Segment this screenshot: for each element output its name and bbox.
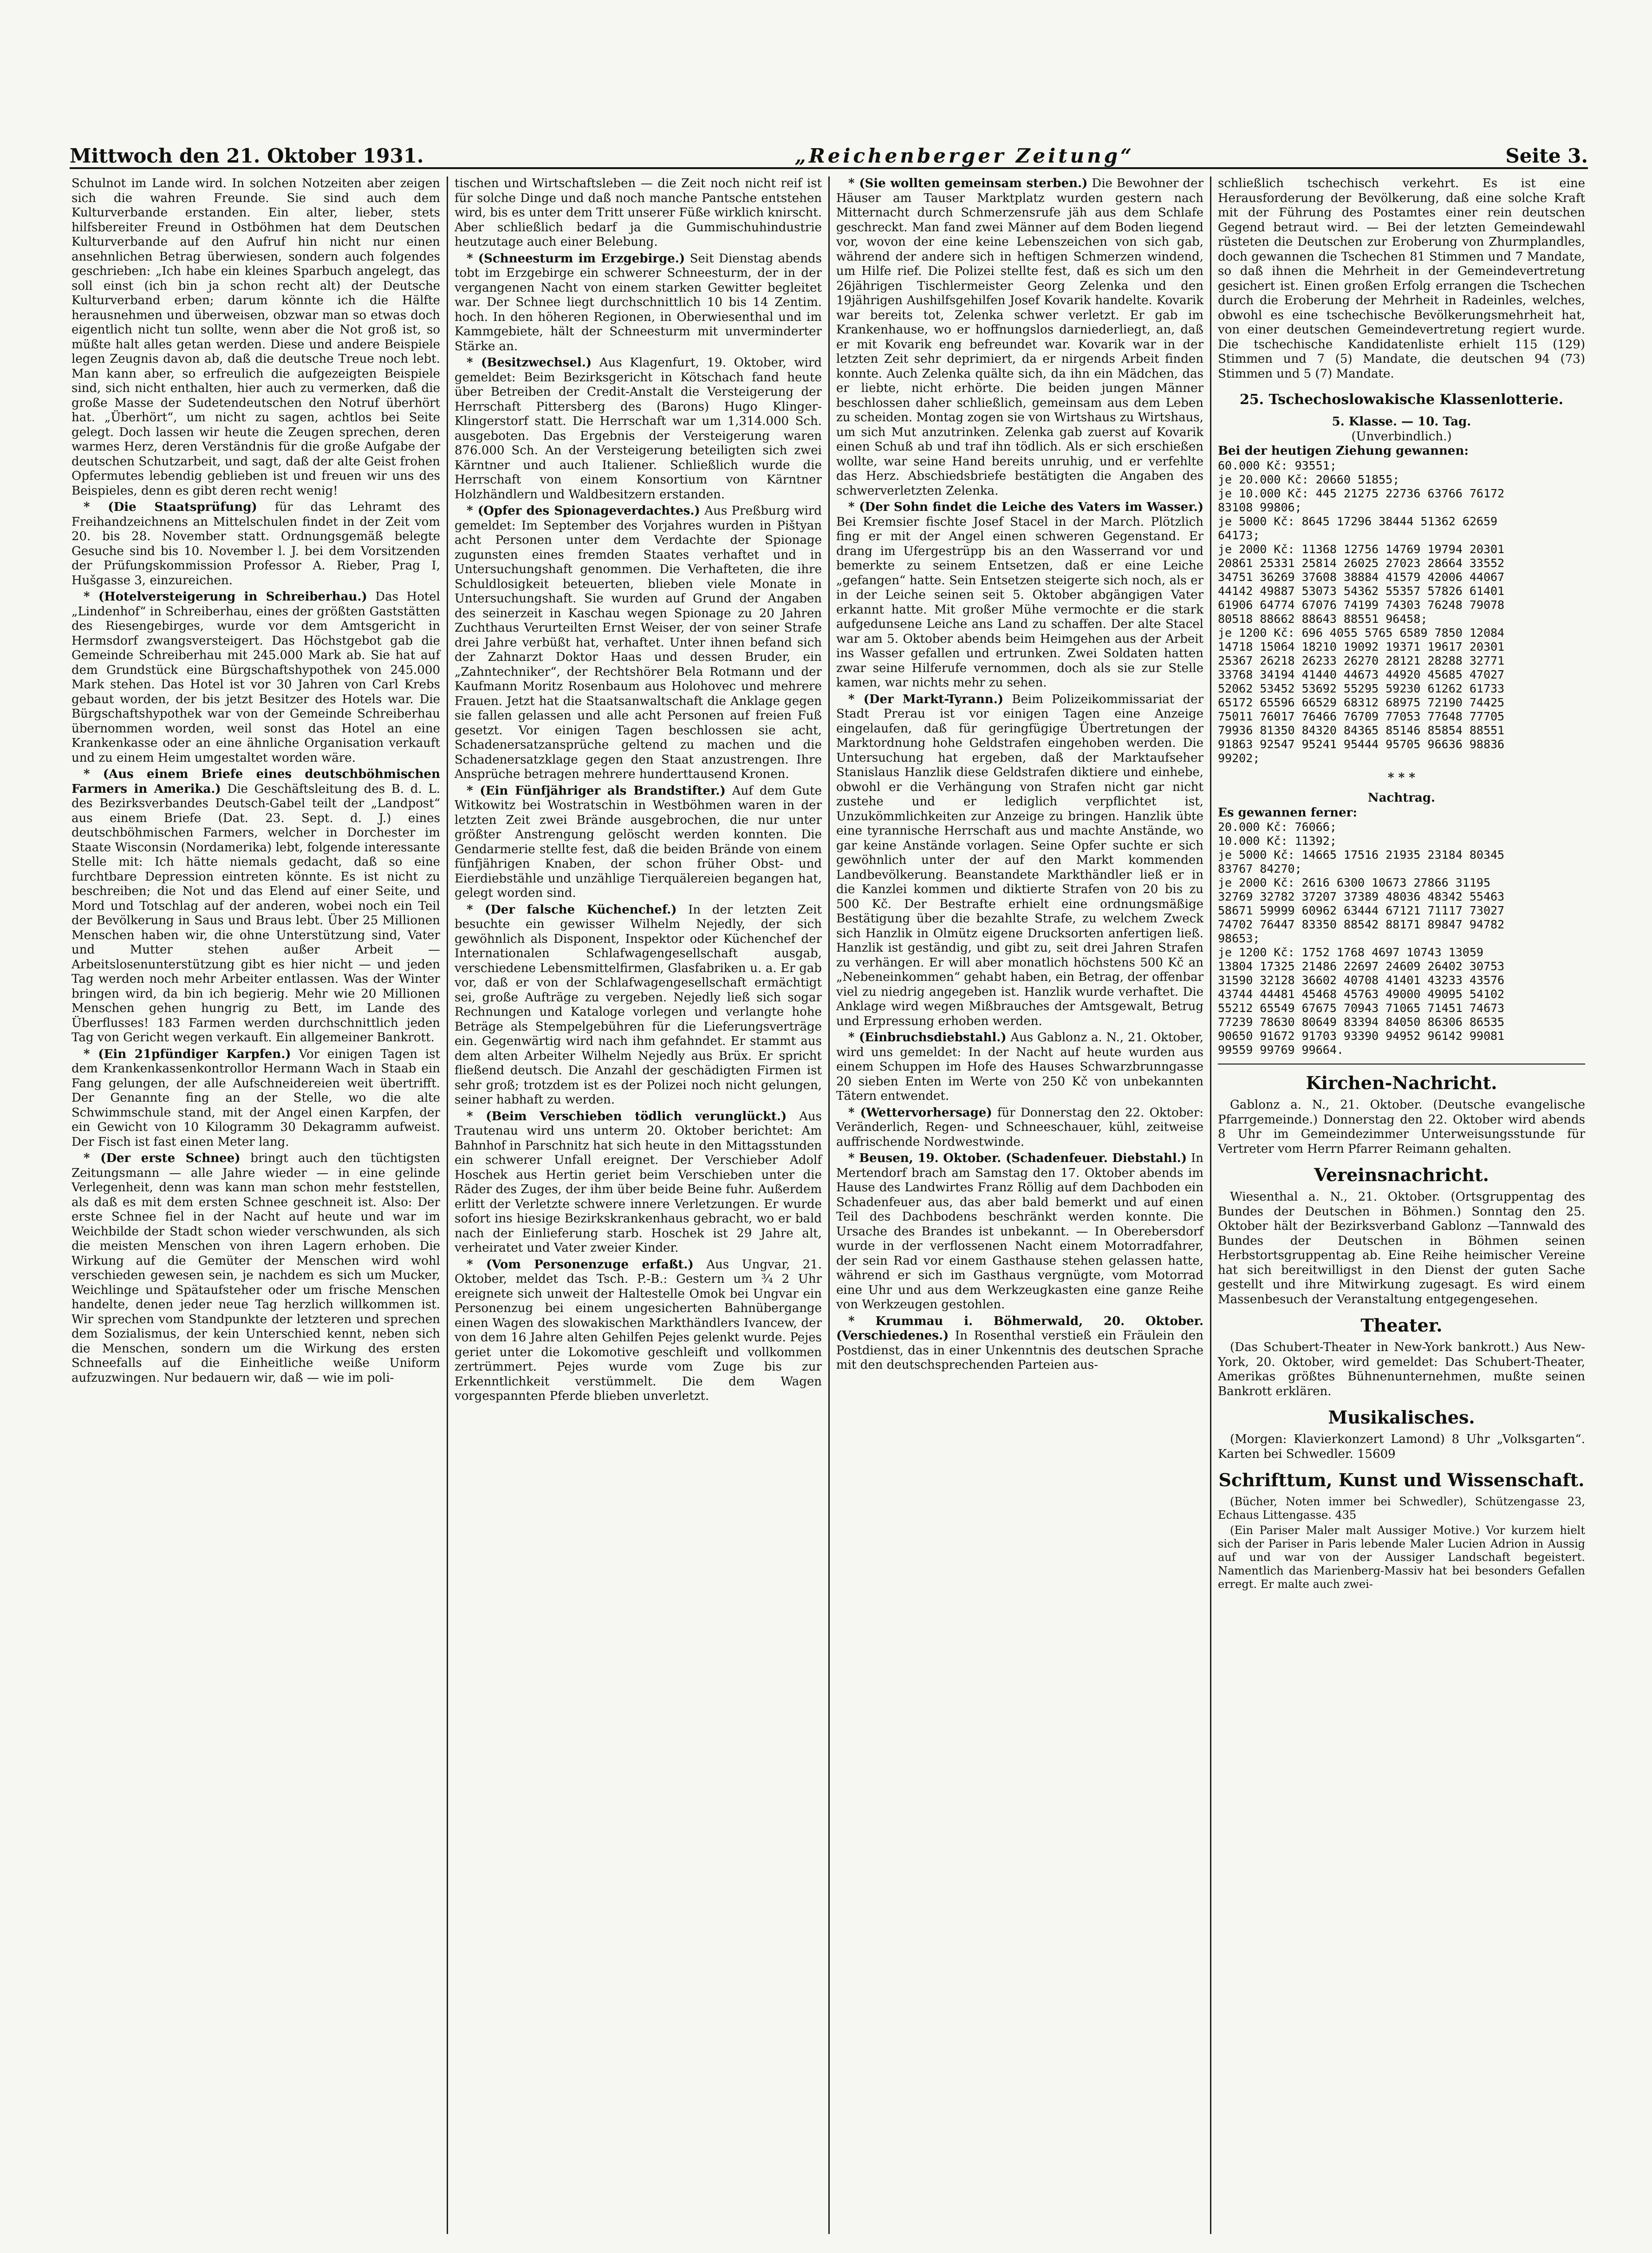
article-body: Seit Dienstag abends tobt im Erzgebirge ein schwerer Schneesturm, der in der vergangenen Nacht von einem starken Gewitter begleitet war. Der Schnee liegt durchschnittlich 10 bis 14 Zentim. hoch. In den höheren Regionen, in Oberwiesenthal und im Kammgebiete, hält der Schneesturm mit unverminderter Stärke an.: [455, 251, 822, 353]
schrifttum-heading: Schrifttum, Kunst und Wissenschaft.: [1218, 1469, 1585, 1490]
article-headline: * (Schneesturm im Erzgebirge.): [467, 251, 685, 266]
lottery-line: 44142 49887 53073 54362 55357 57826 61401: [1218, 584, 1505, 598]
verein-text: Wiesenthal a. N., 21. Oktober. (Ortsgruppentag des Bundes der Deutschen in Böhmen.) Sonntag den 25. Oktober hält der Bezirksverband Gablonz —Tannwald des Bundes der Deutschen in Böhmen seinen Herbstortsgruppentag ab. Eine Reihe heimischer Vereine hat sich bereitwilligst in den Dienst der guten Sache gestellt und ihre Mitwirkung zugesagt. Es wird einem Massenbesuch der Veranstaltung entgegengesehen.: [1218, 1190, 1585, 1306]
article-headline: * (Wettervorhersage): [848, 1105, 992, 1120]
kirchen-heading: Kirchen-Nachricht.: [1306, 1072, 1497, 1093]
theater-heading: Theater.: [1360, 1315, 1443, 1336]
kirchen-text: Gablonz a. N., 21. Oktober. (Deutsche evangelische Pfarrgemeinde.) Donnerstag den 22. Oktober wird abends 8 Uhr im Gemeindezimmer Unterweisungsstunde für Vertreter vom Herrn Pfarrer Reimann gehalten.: [1218, 1098, 1585, 1156]
article-paragraph: [455, 252, 822, 354]
article-headline: * (Aus einem Briefe eines deutschböhmischen Farmers in Amerika.): [72, 767, 440, 796]
article-headline: * (Beim Verschieben tödlich verunglückt.): [467, 1109, 787, 1123]
lottery-line: 83767 84270;: [1218, 862, 1302, 875]
article-paragraph: [836, 1031, 1203, 1104]
column-3: [828, 176, 1210, 2234]
lottery-line: 90650 91672 91703 93390 94952 96142 99081: [1218, 1029, 1505, 1043]
lottery-line: je 20.000 Kč: 20660 51855;: [1218, 472, 1400, 486]
article-body: Aus Klagenfurt, 19. Oktober, wird gemeldet: Beim Bezirksgericht in Kötschach fand heute über Betreiben der Credit-Anstalt die Versteigerung der Herrschaft Pittersberg des (Barons) Hugo Klinger-Klingerstorf statt. Die Herrschaft war um 1,314.000 Sch. ausgeboten. Das Ergebnis der Versteigerung waren 876.000 Sch. An der Versteigerung beteiligten sich zwei Kärntner und auch Italiener. Schließlich wurde die Herrschaft von einem Konsortium von Kärntner Holzhändlern und Waldbesitzern erstanden.: [455, 356, 822, 502]
lottery-line: 91863 92547 95241 95444 95705 96636 98836: [1218, 737, 1505, 751]
lottery-line: 75011 76017 76466 76709 77053 77648 77705: [1218, 709, 1505, 723]
column-1: [65, 176, 447, 2234]
lottery-line: 20861 25331 25814 26025 27023 28664 33552: [1218, 556, 1505, 570]
article-headline: * (Hotelversteigerung in Schreiberhau.): [84, 590, 367, 604]
article-headline: * (Opfer des Spionageverdachtes.): [467, 504, 700, 518]
article-paragraph: [455, 1110, 822, 1256]
lottery-line: 74702 76447 83350 88542 88171 89847 94782: [1218, 918, 1505, 931]
article-body: für das Lehramt des Freihandzeichnens an Mittelschulen findet in der Zeit vom 20. bis 28. November statt. Ordnungsgemäß belegte Gesuche sind bis 10. November l. J. bei dem Vorsitzenden der Prüfungskommission Professor A. Rieber, Prag I, Hušgasse 3, einzureichen.: [72, 500, 440, 588]
lottery-results: [1218, 459, 1585, 765]
lottery-line: 14718 15064 18210 19092 19371 19617 20301: [1218, 640, 1505, 653]
article-body: Bei Kremsier fischte Josef Stacel in der March. Plötzlich fing er mit der Angel einen schweren Gegenstand. Er drang im Ufergestrüpp bis an den Wasserrand vor und bemerkte zu seinem Entsetzen, daß er eine Leiche „gefangen“ hatte. Sein Entsetzen steigerte sich noch, als er in der Leiche seinen seit 5. Oktober abgängigen Vater erkannt hatte. Mit großer Mühe vermochte er die stark aufgedunsene Leiche ans Land zu schaffen. Der alte Stacel war am 5. Oktober abends beim Heimgehen aus der Arbeit ins Wasser gefallen und ertrunken. Zwei Soldaten hatten zwar seine Hilferufe vernommen, doch als sie zur Stelle kamen, war nichts mehr zu sehen.: [836, 515, 1203, 690]
article-body: Aus Gablonz a. N., 21. Oktober, wird uns gemeldet: In der Nacht auf heute wurden aus einem Schuppen im Hofe des Hauses Schwarzbrunngasse 20 sieben Enten im Werte von 250 Kč von unbekannten Tätern entwendet.: [836, 1031, 1203, 1103]
article-paragraph: [72, 1047, 440, 1150]
theater-text: (Das Schubert-Theater in New-York bankrott.) Aus New-York, 20. Oktober, wird gemeldet: Das Schubert-Theater, Amerikas größtes Bühnenunternehmen, mußte seinen Bankrott erklären.: [1218, 1340, 1585, 1398]
article-body: Schulnot im Lande wird. In solchen Notzeiten aber zeigen sich die wahren Freunde. Sie sind auch dem Kulturverbande erstanden. Ein alter, lieber, stets hilfsbereiter Freund in Ostböhmen hat dem Deutschen Kulturverbande auf den Aufruf hin nicht nur einen ansehnlichen Betrag überwiesen, sondern auch folgendes geschrieben: „Ich habe ein kleines Sparbuch angelegt, das soll einst (ich bin ja schon recht alt) der Deutsche Kulturverband erben; darum könnte ich die Hälfte herausnehmen und überweisen, obzwar man so etwas doch eigentlich nicht tun sollte, wenn aber die Not groß ist, so müßte halt alles getan werden. Diese und andere Beispiele legen Zeugnis davon ab, daß die deutsche Treue noch lebt. Man kann aber, so erfreulich die aufgezeigten Beispiele sind, sich nicht enthalten, hier auch zu vermerken, daß die große Masse der Sudetendeutschen den Notruf überhört hat. „Überhört“, um nicht zu sagen, achtlos bei Seite gelegt. Doch lassen wir heute die Zeugen sprechen, deren warmes Herz, deren Verständnis für die große Aufgabe der deutschen Schutzarbeit, und sagt, daß der alte Geist frohen Opfermutes lebendig geblieben ist und freuen wir uns des Beispieles, denn es gibt deren recht wenig!: [72, 176, 440, 498]
lottery-line: 65172 65596 66529 68312 68975 72190 74425: [1218, 695, 1505, 709]
article-paragraph: [455, 903, 822, 1108]
article-paragraph: [455, 176, 822, 250]
lottery-line: 58671 59999 60962 63444 67121 71117 73027: [1218, 904, 1505, 917]
article-body: Die Bewohner der Häuser am Tauser Marktplatz wurden gestern nach Mitternacht durch Schmerzensrufe jäh aus dem Schlafe geschreckt. Man fand zwei Männer auf dem Boden liegend vor, wovon der eine keine Lebenszeichen von sich gab, während der andere sich in heftigen Schmerzen windend, um Hilfe rief. Die Polizei stellte fest, daß es sich um den 26jährigen Tischlermeister Georg Zelenka und den 19jährigen Aushilfsgehilfen Josef Kovarik handelte. Kovarik war bereits tot, Zelenka schwer verletzt. Er gab im Krankenhause, wo er hoffnungslos darniederliegt, an, daß er mit Kovarik eng befreundet war. Kovarik war in der letzten Zeit sehr deprimiert, da er nirgends Arbeit finden konnte. Auch Zelenka quälte sich, da ihn ein Mädchen, das er liebte, nicht erhörte. Die beiden jungen Männer beschlossen daher schließlich, gemeinsam aus dem Leben zu scheiden. Montag zogen sie von Wirtshaus zu Wirtshaus, um sich Mut anzutrinken. Zelenka gab zuerst auf Kovarik einen Schuß ab und traf ihn tödlich. Als er sich erschießen wollte, war seine Hand bereits unruhig, und er verfehlte das Herz. Abschiedsbriefe bestätigten die Angaben des schwerverletzten Zelenka.: [836, 176, 1203, 498]
lottery-line: je 2000 Kč: 11368 12756 14769 19794 20301: [1218, 542, 1505, 556]
page-number: Seite 3.: [1505, 144, 1588, 167]
lottery-line: 43744 44481 45468 45763 49000 49095 54102: [1218, 987, 1505, 1001]
article-headline: * (Der Sohn findet die Leiche des Vaters im Wasser.): [848, 500, 1203, 514]
lottery-line: 61906 64774 67076 74199 74303 76248 79078: [1218, 598, 1505, 612]
article-paragraph: [72, 176, 440, 498]
schrifttum-text-2: (Ein Pariser Maler malt Aussiger Motive.) Vor kurzem hielt sich der Pariser in Paris lebende Maler Lucien Adrion in Aussig auf und war von der Aussiger Landschaft begeistert. Namentlich das Marienberg-Massiv hat bei besonders Gefallen erregt. Er malte auch zwei-: [1218, 1524, 1585, 1591]
article-headline: * (Die Staatsprüfung): [84, 500, 257, 514]
musik-text: (Morgen: Klavierkonzert Lamond) 8 Uhr „Volksgarten“. Karten bei Schwedler. 15609: [1218, 1432, 1585, 1461]
article-paragraph: [836, 1314, 1203, 1373]
article-paragraph: [72, 1151, 440, 1385]
lottery-line: je 1200 Kč: 696 4055 5765 6589 7850 12084: [1218, 626, 1505, 640]
article-headline: * (Der falsche Küchenchef.): [467, 902, 677, 917]
lottery-line: 10.000 Kč: 11392;: [1218, 834, 1337, 848]
verein-heading: Vereinsnachricht.: [1314, 1164, 1489, 1185]
lottery-line: 20.000 Kč: 76066;: [1218, 820, 1337, 834]
lottery-line: 79936 81350 84320 84365 85146 85854 88551: [1218, 723, 1505, 737]
lottery-heading: 25. Tschechoslowakische Klassenlotterie.: [1239, 392, 1564, 408]
article-body: bringt auch den tüchtigsten Zeitungsmann — alle Jahre wieder — in eine gelinde Verlegenheit, denn was kann man schon mehr feststellen, als daß es mit dem ersten Schnee geschneit ist. Also: Der erste Schnee fiel in der Nacht auf heute und war im Weichbilde der Stadt schon wieder verschwunden, als sich die meisten Menschen von ihren Lagern erhoben. Die Wirkung auf die Gemüter der Menschen wird wohl verschieden gewesen sein, je nachdem es sich um Mucker, Weichlinge und Spätaufsteher oder um frische Menschen handelte, denen jeder neue Tag herzlich willkommen ist. Wir sprechen vom Standpunkte der letzteren und sprechen dem Sozialismus, der kein Unterschied kennt, neben sich die Menschen, sondern um die Wirkung des ersten Schneefalls auf die Einheitliche weiße Uniform aufzuzwingen. Nur bedauern wir, daß — wie im poli-: [72, 1151, 440, 1385]
article-headline: * (Vom Personenzuge erfaßt.): [467, 1257, 694, 1272]
lottery-intro: Bei der heutigen Ziehung gewannen:: [1218, 444, 1469, 458]
article-headline: * Krummau i. Böhmerwald, 20. Oktober. (Verschiedenes.): [836, 1314, 1203, 1343]
article-headline: * (Der erste Schnee): [84, 1151, 241, 1165]
nachtrag-results: [1218, 820, 1585, 1057]
article-headline: * (Der Markt-Tyrann.): [848, 692, 1004, 706]
lottery-line: 55212 65549 67675 70943 71065 71451 74673: [1218, 1001, 1505, 1015]
article-paragraph: [836, 692, 1203, 1029]
nachtrag-heading: Nachtrag.: [1367, 791, 1436, 805]
lottery-line: je 5000 Kč: 8645 17296 38444 51362 62659: [1218, 514, 1498, 528]
article-body: In Mertendorf brach am Samstag den 17. Oktober abends im Hause des Landwirtes Franz Röllig auf dem Dachboden ein Schadenfeuer aus, das aber bald bemerkt und auf einen Teil des Dachbodens beschränkt werden konnte. Die Ursache des Brandes ist unbekannt. — In Oberebersdorf wurde in der verflossenen Nacht einem Motorradfahrer, der sein Rad vor einem Gasthause stehen gelassen hatte, während er sich im Gasthaus vergnügte, vom Motorrad eine Uhr und aus dem Werkzeugkasten eine ganze Reihe von Werkzeugen gestohlen.: [836, 1151, 1203, 1312]
article-paragraph: [836, 500, 1203, 691]
lottery-line: je 5000 Kč: 14665 17516 21935 23184 80345: [1218, 848, 1505, 862]
lottery-line: 98653;: [1218, 932, 1260, 945]
lottery-line: je 1200 Kč: 1752 1768 4697 10743 13059: [1218, 946, 1483, 959]
lottery-line: je 2000 Kč: 2616 6300 10673 27866 31195: [1218, 876, 1490, 889]
article-body: Die Geschäftsleitung des B. d. L. des Bezirksverbandes Deutsch-Gabel teilt der „Landpost“ aus einem Briefe (Dat. 23. Sept. d. J.) eines deutschböhmischen Farmers, welcher in Dorchester im Staate Wisconsin (Nordamerika) lebt, folgende interessante Stelle mit: Ich hätte niemals gedacht, daß so eine furchtbare Depression eintreten könnte. Es ist nicht zu beschreiben; die Not und das Elend auf einer Seite, und Mord und Totschlag auf der anderen, wobei noch ein Teil der Bevölkerung in Saus und Braus lebt. Über 25 Millionen Menschen haben wir, die ohne Unterstützung sind, Vater und Mutter stehen außer Arbeit — Arbeitslosenunterstützung gibt es hier nicht — und jeden Tag werden noch mehr Arbeiter entlassen. Was der Winter bringen wird, da bin ich begierig. Mehr wie 20 Millionen Menschen gehen hungrig zu Bett, im Lande des Überflusses! 183 Farmen werden durchschnittlich jeden Tag von Gericht wegen verkauft. Ein allgemeiner Bankrott.: [72, 782, 441, 1045]
article-body: Auf dem Gute Witkowitz bei Wostratschin in Westböhmen waren in der letzten Zeit zwei Brände ausgebrochen, die nur unter größter Anstrengung gelöscht werden konnten. Die Gendarmerie stellte fest, daß die beiden Brände von einem fünfjährigen Knaben, der schon früher Obst- und Eierdiebstähle und unzählige Tierquälereien begangen hat, gelegt worden sind.: [455, 784, 822, 900]
lottery-line: 34751 36269 37608 38884 41579 42006 44067: [1218, 570, 1505, 584]
lottery-line: 25367 26218 26233 26270 28121 28288 32771: [1218, 653, 1505, 667]
masthead: [70, 125, 1588, 169]
article-continuation: schließlich tschechisch verkehrt. Es ist eine Herausforderung der Bevölkerung, daß eine solche Kraft mit der Führung des Postamtes einer rein deutschen Gegend betraut wird. — Bei der letzten Gemeindewahl rüsteten die Deutschen zur Eroberung von Zhurmplandles, doch gewannen die Tschechen 81 Stimmen und 7 Mandate, so daß ihnen die Mehrheit in der Gemeindevertretung gesichert ist. Einen großen Erfolg errangen die Tschechen durch die Eroberung der Mehrheit in Radeinles, welches, obwohl es eine tschechische Bevölkerungsmehrheit hat, von einer deutschen Gemeindevertretung regiert wurde. Die tschechische Kandidatenliste erhielt 115 (129) Stimmen und 7 (5) Mandate, die deutschen 94 (73) Stimmen und 5 (7) Mandate.: [1218, 176, 1585, 381]
article-body: Aus Preßburg wird gemeldet: Im September des Vorjahres wurden in Pištyan acht Personen unter dem Verdachte der Spionage zugunsten eines fremden Staates verhaftet und in Untersuchungshaft genommen. Die Verhafteten, die ihre Schuldlosigkeit beteuerten, blieben viele Monate in Untersuchungshaft. Sie wurden auf Grund der Angaben des seinerzeit in Kaschau wegen Spionage zu 20 Jahren Zuchthaus Verurteilten Ernst Weiser, der von seiner Strafe drei Jahre verbüßt hat, verhaftet. Unter ihnen befand sich der Zahnarzt Doktor Haas und dessen Bruder, ein „Zahntechniker“, der Rechtshörer Bela Rotmann und der Kaufmann Moritz Rosenbaum aus Holohovec und mehrere Frauen. Jetzt hat die Staatsanwaltschaft die Anklage gegen sie fallen gelassen und alle acht Personen auf freien Fuß gesetzt. Vor einigen Tagen beschlossen sie acht, Schadenersatzansprüche geltend zu machen und die Schadenersatzklage gegen den Staat anzustrengen. Ihre Ansprüche betragen mehrere hunderttausend Kronen.: [455, 504, 822, 781]
article-paragraph: [455, 1258, 822, 1404]
lottery-line: 32769 32782 37207 37389 48036 48342 55463: [1218, 890, 1505, 903]
article-paragraph: [72, 590, 440, 765]
article-body: Aus Ungvar, 21. Oktober, meldet das Tsch. P.-B.: Gestern um ¾ 2 Uhr ereignete sich unweit der Haltestelle Omok bei Ungvar ein Personenzug bei einem ungesicherten Bahnübergange einen Wagen des slowakischen Markthändlers Ivancew, der von dem 16 Jahre alten Gehilfen Pejes gelenkt wurde. Pejes geriet unter die Lokomotive geschleift und vollkommen zertrümmert. Pejes wurde vom Zuge bis zur Erkenntlichkeit verstümmelt. Die dem Wagen vorgespannten Pferde blieben unverletzt.: [455, 1257, 822, 1403]
issue-date: Mittwoch den 21. Oktober 1931.: [70, 144, 424, 167]
article-body: Das Hotel „Lindenhof“ in Schreiberhau, eines der größten Gaststätten des Riesengebirges, wurde vor dem Amtsgericht in Hermsdorf zwangsversteigert. Das Höchstgebot gab die Gemeinde Schreiberhau mit 245.000 Mark ab. Sie hat auf dem Grundstück eine Bürgschaftshypothek von 245.000 Mark stehen. Das Hotel ist vor 30 Jahren von Carl Krebs gebaut worden, der bis jetzt Besitzer des Hotels war. Die Bürgschaftshypothek war von der Gemeinde Schreiberhau übernommen worden, weil sonst das Hotel an eine Krankenkasse oder an eine ähnliche Organisation verkauft und zu einem Heim umgestaltet worden wäre.: [72, 590, 440, 765]
article-paragraph: [455, 504, 822, 782]
article-headline: * (Besitzwechsel.): [467, 356, 592, 370]
lottery-line: je 10.000 Kč: 445 21275 22736 63766 76172: [1218, 486, 1505, 500]
musik-heading: Musikalisches.: [1328, 1407, 1475, 1428]
lottery-line: 83108 99806;: [1218, 500, 1302, 514]
article-headline: * (Einbruchsdiebstahl.): [848, 1031, 1007, 1045]
article-paragraph: [72, 500, 440, 588]
article-paragraph: [836, 1151, 1203, 1313]
article-paragraph: [72, 767, 440, 1045]
lottery-line: 13804 17325 21486 22697 24609 26402 30753: [1218, 960, 1505, 973]
article-body: In der letzten Zeit besuchte ein gewisser Wilhelm Nejedly, der sich gewöhnlich als Disponent, Inspektor oder Küchenchef der Internationalen Schlafwagengesellschaft ausgab, verschiedene Lebensmittelfirmen, Glasfabriken u. a. Er gab vor, daß er von der Schlafwagengesellschaft ermächtigt sei, große Aufträge zu vergeben. Nejedly ließ sich sogar Rechnungen und Kataloge vorlegen und verlangte hohe Beträge als Stempelgebühren für die Lieferungsverträge ein. Gegenwärtig wird nach ihm gefahndet. Er stammt aus dem alten Arbeiter Wilhelm Nejedly aus Brüx. Er spricht fließend deutsch. Die Anzahl der geschädigten Firmen ist sehr groß; trotzdem ist es der Polizei noch nicht gelungen, seiner habhaft zu werden.: [455, 902, 822, 1107]
lottery-line: 31590 32128 36602 40708 41401 43233 43576: [1218, 973, 1505, 987]
columns: [65, 176, 1593, 2234]
article-paragraph: [836, 1106, 1203, 1150]
article-body: Vor einigen Tagen ist dem Krankenkassenkontrollor Hermann Wach in Staab ein Fang gelungen, der alle Aufschneidereien weit übertrifft. Der Genannte fing an der Stelle, wo die alte Schwimmschule stand, mit der Angel einen Karpfen, der ein Gewicht von 10 Kilogramm 30 Dekagramm aufweist. Der Fisch ist fast einen Meter lang.: [72, 1047, 440, 1149]
article-headline: * (Ein 21pfündiger Karpfen.): [84, 1047, 291, 1061]
lottery-class: 5. Klasse. — 10. Tag.: [1332, 415, 1471, 429]
lottery-line: 99202;: [1218, 751, 1260, 765]
article-paragraph: [836, 176, 1203, 498]
newspaper-title: „Reichenberger Zeitung“: [794, 144, 1135, 167]
lottery-note: (Unverbindlich.): [1351, 429, 1452, 444]
section-stars: * * *: [1388, 771, 1415, 785]
article-body: Beim Polizeikommissariat der Stadt Prerau ist vor einigen Tagen eine Anzeige eingelaufen, daß für geringfügige Übertretungen der Marktordnung hohe Geldstrafen eingehoben werden. Die Untersuchung hat ergeben, daß der Marktaufseher Stanislaus Hanzlik diese Geldstrafen diktiere und einhebe, obwohl er die Verhängung von Strafen nicht gar nicht zustehe und er lediglich verpflichtet ist, Unzukömmlichkeiten zur Anzeige zu bringen. Hanzlik übte eine tyrannische Herrschaft aus und machte Anstände, wo gar keine Anstände vorlagen. Seine Opfer suchte er sich gewöhnlich unter der auf den Markt kommenden Landbevölkerung. Beanstandete Markthändler ließ er in die Kanzlei kommen und diktierte Strafen von 20 bis zu 500 Kč. Der Bestrafte erhielt eine ordnungsmäßige Bestätigung über die bezahlte Strafe, zu welchem Zweck sich Hanzlik in Olmütz eigene Drucksorten anfertigen ließ. Hanzlik ist geständig, und gibt zu, seit drei Jahren Strafen zu verhängen. Er will aber monatlich höchstens 500 Kč an „Nebeneinkommen“ gehabt haben, ein Betrag, der offenbar viel zu niedrig angegeben ist. Hanzlik wurde verhaftet. Die Anklage wird wegen Mißbrauches der Amtsgewalt, Betrug und Erpressung erhoben werden.: [836, 692, 1203, 1028]
column-4: [1210, 176, 1592, 2234]
article-body: tischen und Wirtschaftsleben — die Zeit noch nicht reif ist für solche Dinge und daß noch manche Pantsche entstehen wird, bis es unter dem Tritt unserer Füße wirklich knirscht. Aber schließlich bedarf ja die Gummischuhindustrie heutzutage auch einer Belebung.: [455, 176, 822, 249]
article-headline: * (Sie wollten gemeinsam sterben.): [848, 176, 1088, 190]
schrifttum-text-1: (Bücher, Noten immer bei Schwedler), Schützengasse 23, Echaus Littengasse. 435: [1218, 1495, 1585, 1522]
article-paragraph: [455, 784, 822, 901]
nachtrag-intro: Es gewannen ferner:: [1218, 805, 1357, 820]
article-paragraph: [455, 356, 822, 502]
lottery-line: 33768 34194 41440 44673 44920 45685 47027: [1218, 667, 1505, 681]
lottery-line: 64173;: [1218, 528, 1260, 542]
lottery-line: 99559 99769 99664.: [1218, 1043, 1344, 1057]
lottery-line: 52062 53452 53692 55295 59230 61262 61733: [1218, 681, 1505, 695]
article-headline: * (Ein Fünfjähriger als Brandstifter.): [467, 784, 726, 798]
lottery-line: 77239 78630 80649 83394 84050 86306 86535: [1218, 1015, 1505, 1029]
article-body: Aus Trautenau wird uns unterm 20. Oktober berichtet: Am Bahnhof in Parschnitz hat sich heute in den Mittagsstunden ein schwerer Unfall ereignet. Der Verschieber Adolf Hoschek aus Hertin geriet beim Verschieben unter die Räder des Zuges, der ihm über beide Beine fuhr. Außerdem erlitt der Verletzte schwere innere Verletzungen. Er wurde sofort ins hiesige Bezirkskrankenhaus gebracht, wo er bald nach der Einlieferung starb. Hoschek ist 29 Jahre alt, verheiratet und Vater zweier Kinder.: [455, 1109, 822, 1255]
column-2: [447, 176, 828, 2234]
lottery-line: 60.000 Kč: 93551;: [1218, 458, 1337, 472]
article-body: für Donnerstag den 22. Oktober: Veränderlich, Regen- und Schneeschauer, kühl, zeitweise auffrischende Nordwestwinde.: [836, 1105, 1204, 1149]
newspaper-page: [65, 125, 1593, 2234]
article-headline: * Beusen, 19. Oktober. (Schadenfeuer. Diebstahl.): [848, 1151, 1187, 1165]
lottery-line: 80518 88662 88643 88551 96458;: [1218, 612, 1428, 626]
article-body: In Rosenthal verstieß ein Fräulein den Postdienst, das in einer Unkenntnis des deutschen Sprache mit den deutschsprechenden Parteien aus-: [836, 1329, 1203, 1372]
